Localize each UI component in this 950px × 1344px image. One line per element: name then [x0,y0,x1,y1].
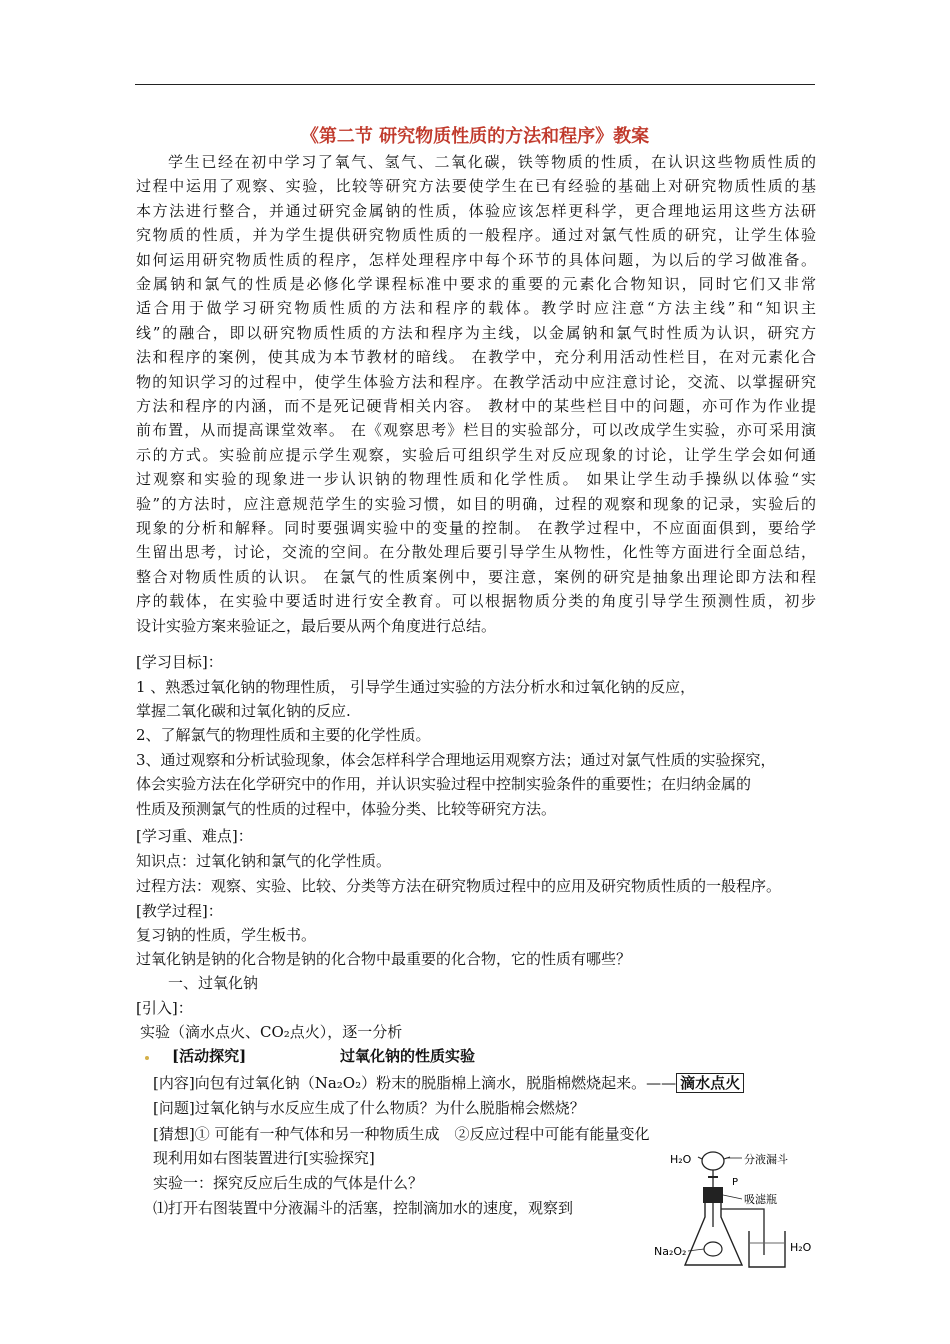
goals-heading: [学习目标]： [136,653,223,671]
intro-line: 过程中运用了观察、实验，比较等研究方法要使学生在已有经验的基础上对研究物质性质的基 [136,177,816,196]
intro-line: 适合用于做学习研究物质性质的方法和程序的载体。教学时应注意“方法主线”和“知识主 [136,299,816,318]
goal-1-line-1: 1 、熟悉过氧化钠的物理性质， 引导学生通过实验的方法分析水和过氧化钠的反应， [136,678,696,696]
header-rule [135,84,815,85]
intro-line: 究物质的性质，并为学生提供研究物质性质的一般程序。通过对氯气性质的研究，让学生体验 [136,226,816,245]
intro-line: 序的载体，在实验中要适时进行安全教育。可以根据物质分类的角度引导学生预测性质，初步 [136,592,816,611]
apparatus-diagram [652,1147,822,1275]
activity-tag: [活动探究] [172,1047,247,1065]
na2o2-cotton [704,1242,722,1256]
intro-line: 法和程序的案例，使其成为本节教材的暗线。 在教学中，充分利用活动性栏目，在对元素化合 [136,348,816,367]
goal-3-line-1: 3、通过观察和分析试验现象，体会怎样科学合理地运用观察方法；通过对氯气性质的实验探究， [136,751,776,769]
key-process: 过程方法：观察、实验、比较、分类等方法在研究物质过程中的应用及研究物质性质的一般程序。 [136,877,782,895]
goal-3-line-2: 体会实验方法在化学研究中的作用，并认识实验过程中控制实验条件的重要性；在归纳金属的 [136,775,752,793]
step-one-line: ⑴打开右图装置中分液漏斗的活塞，控制滴加水的速度，观察到 [153,1199,574,1217]
intro-line: 线”的融合，即以研究物质性质的方法和程序为主线，以金属钠和氯气时性质为认识，研究方 [136,323,816,342]
intro-line: 示的方式。实验前应提示学生观察，实验后可组织学生对反应现象的讨论，让学生学会如何通 [136,445,816,464]
intro-line: 方法和程序的内涵，而不是死记硬背相关内容。 教材中的某些栏目中的问题，亦可作为作业提 [136,397,816,415]
goal-3-line-3: 性质及预测氯气的性质的过程中，体验分类、比较等研究方法。 [136,800,557,818]
funnel-bulb [702,1152,724,1170]
intro-line: 生留出思考，讨论，交流的空间。在分散处理后要引导学生从物性，化性等方面进行全面总结， [136,543,816,562]
intro-line: 前布置，从而提高课堂效率。 在《观察思考》栏目的实验部分，可以改成学生实验，亦可采用演 [136,421,816,440]
section-heading: 一、过氧化钠 [168,974,259,992]
bullet-dot [145,1056,149,1060]
goal-1-line-2: 掌握二氧化碳和过氧化钠的反应. [136,702,351,720]
teaching-process-heading: [教学过程]： [136,902,223,920]
page-title: 《第二节 研究物质性质的方法和程序》教案 [300,126,650,147]
key-knowledge: 知识点：过氧化钠和氯气的化学性质。 [136,852,392,870]
intro-line: 设计实验方案来验证之，最后要从两个角度进行总结。 [136,616,497,635]
intro-line: 过观察和实验的现象进一步认识钠的物理性质和化学性质。 如果让学生动手操纵以体验“实 [136,470,816,489]
intro-line: 学生已经在初中学习了氧气、氢气、二氧化碳，铁等物质的性质，在认识这些物质性质的 [168,153,816,171]
device-line: 现利用如右图装置进行[实验探究] [153,1149,375,1167]
label-flask: 吸滤瓶 [744,1193,777,1206]
guess-line: [猜想]① 可能有一种气体和另一种物质生成 ②反应过程中可能有能量变化 [153,1125,650,1143]
activity-title: 过氧化钠的性质实验 [340,1047,476,1065]
question-line: 过氧化钠是钠的化合物是钠的化合物中最重要的化合物，它的性质有哪些？ [136,950,632,968]
intro-line: 现象的分析和解释。同时要强调实验中的变量的控制。 在教学过程中，不应面面俱到，要给学 [136,519,816,537]
intro-tag: [引入]： [136,999,193,1017]
label-h2o-top: H₂O [670,1153,692,1166]
label-na2o2: Na₂O₂ [654,1245,687,1258]
intro-line: 整合对物质性质的认识。 在氯气的性质案例中，要注意，案例的研究是抽象出理论即方法和程 [136,567,816,586]
intro-line: 本方法进行整合，并通过研究金属钠的性质，体验应该怎样更科学，更合理地运用这些方法研 [136,201,816,220]
content-text: [内容]向包有过氧化钠（Na₂O₂）粉末的脱脂棉上滴水，脱脂棉燃烧起来。—— [153,1074,677,1092]
key-points-heading: [学习重、难点]： [136,827,253,845]
label-h2o-right: H₂O [790,1241,812,1254]
problem-line: [问题]过氧化钠与水反应生成了什么物质？为什么脱脂棉会燃烧？ [153,1099,585,1117]
label-funnel: 分液漏斗 [744,1153,788,1166]
content-line [153,1073,744,1093]
review-line: 复习钠的性质，学生板书。 [136,926,317,944]
rubber-stopper [703,1187,723,1203]
experiment-line: 实验（滴水点火、CO₂点火），逐一分析 [140,1023,403,1041]
intro-line: 验”的方法时，应注意规范学生的实验习惯，如目的明确，过程的观察和现象的记录，实验后的 [136,494,816,513]
content-boxed-label: 滴水点火 [676,1073,744,1093]
goal-2: 2、了解氯气的物理性质和主要的化学性质。 [136,726,431,744]
experiment-one-line: 实验一：探究反应后生成的气体是什么？ [153,1174,424,1192]
intro-line: 金属钠和氯气的性质是必修化学课程标准中要求的重要的元素化合物知识，同时它们又非常 [136,275,816,293]
intro-line: 物的知识学习的过程中，使学生体验方法和程序。在教学活动中应注意讨论，交流、以掌握研究 [136,372,816,391]
intro-line: 如何运用研究物质性质的程序，怎样处理程序中每个环节的具体问题，为以后的学习做准备。 [136,250,816,269]
label-p: P [732,1177,739,1188]
beaker [749,1231,785,1267]
